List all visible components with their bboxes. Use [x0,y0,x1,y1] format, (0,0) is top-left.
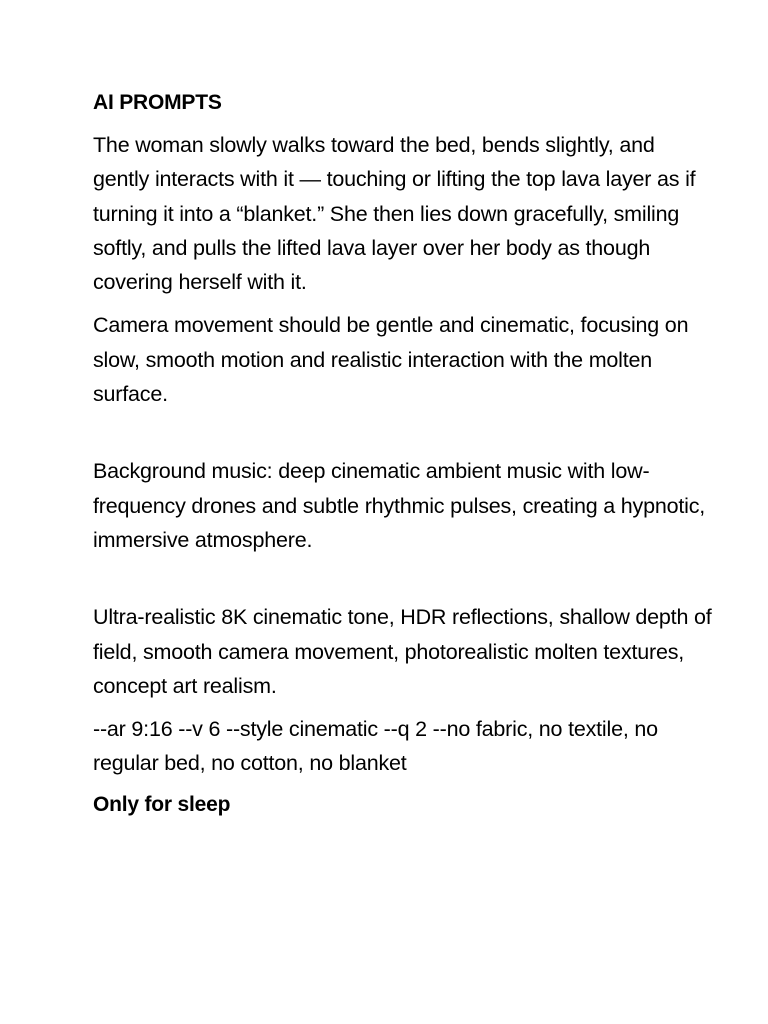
paragraph-parameters: --ar 9:16 --v 6 --style cinematic --q 2 --no fabric, no textile, no regular bed, no cotton, no blanket [93,717,658,776]
closing-note: Only for sleep [93,792,231,816]
paragraph-music: Background music: deep cinematic ambient music with low-frequency drones and subtle rhythmic pulses, creating a hypnotic, immersive atmosphere. [93,459,706,552]
paragraph-camera: Camera movement should be gentle and cinematic, focusing on slow, smooth motion and realistic interaction with the molten surface. [93,313,689,407]
document-title: AI PROMPTS [93,91,222,114]
paragraph-scene: The woman slowly walks toward the bed, bends slightly, and gently interacts with it — touching or lifting the top lava layer as if turning it into a “blanket.” She then lies down gracefully, smiling softly, and pulls the lifted lava layer over her body as though covering herself with it. [93,133,696,295]
document-page [93,88,713,820]
paragraph-style: Ultra-realistic 8K cinematic tone, HDR reflections, shallow depth of field, smooth camera movement, photorealistic molten textures, concept art realism. [93,605,712,698]
